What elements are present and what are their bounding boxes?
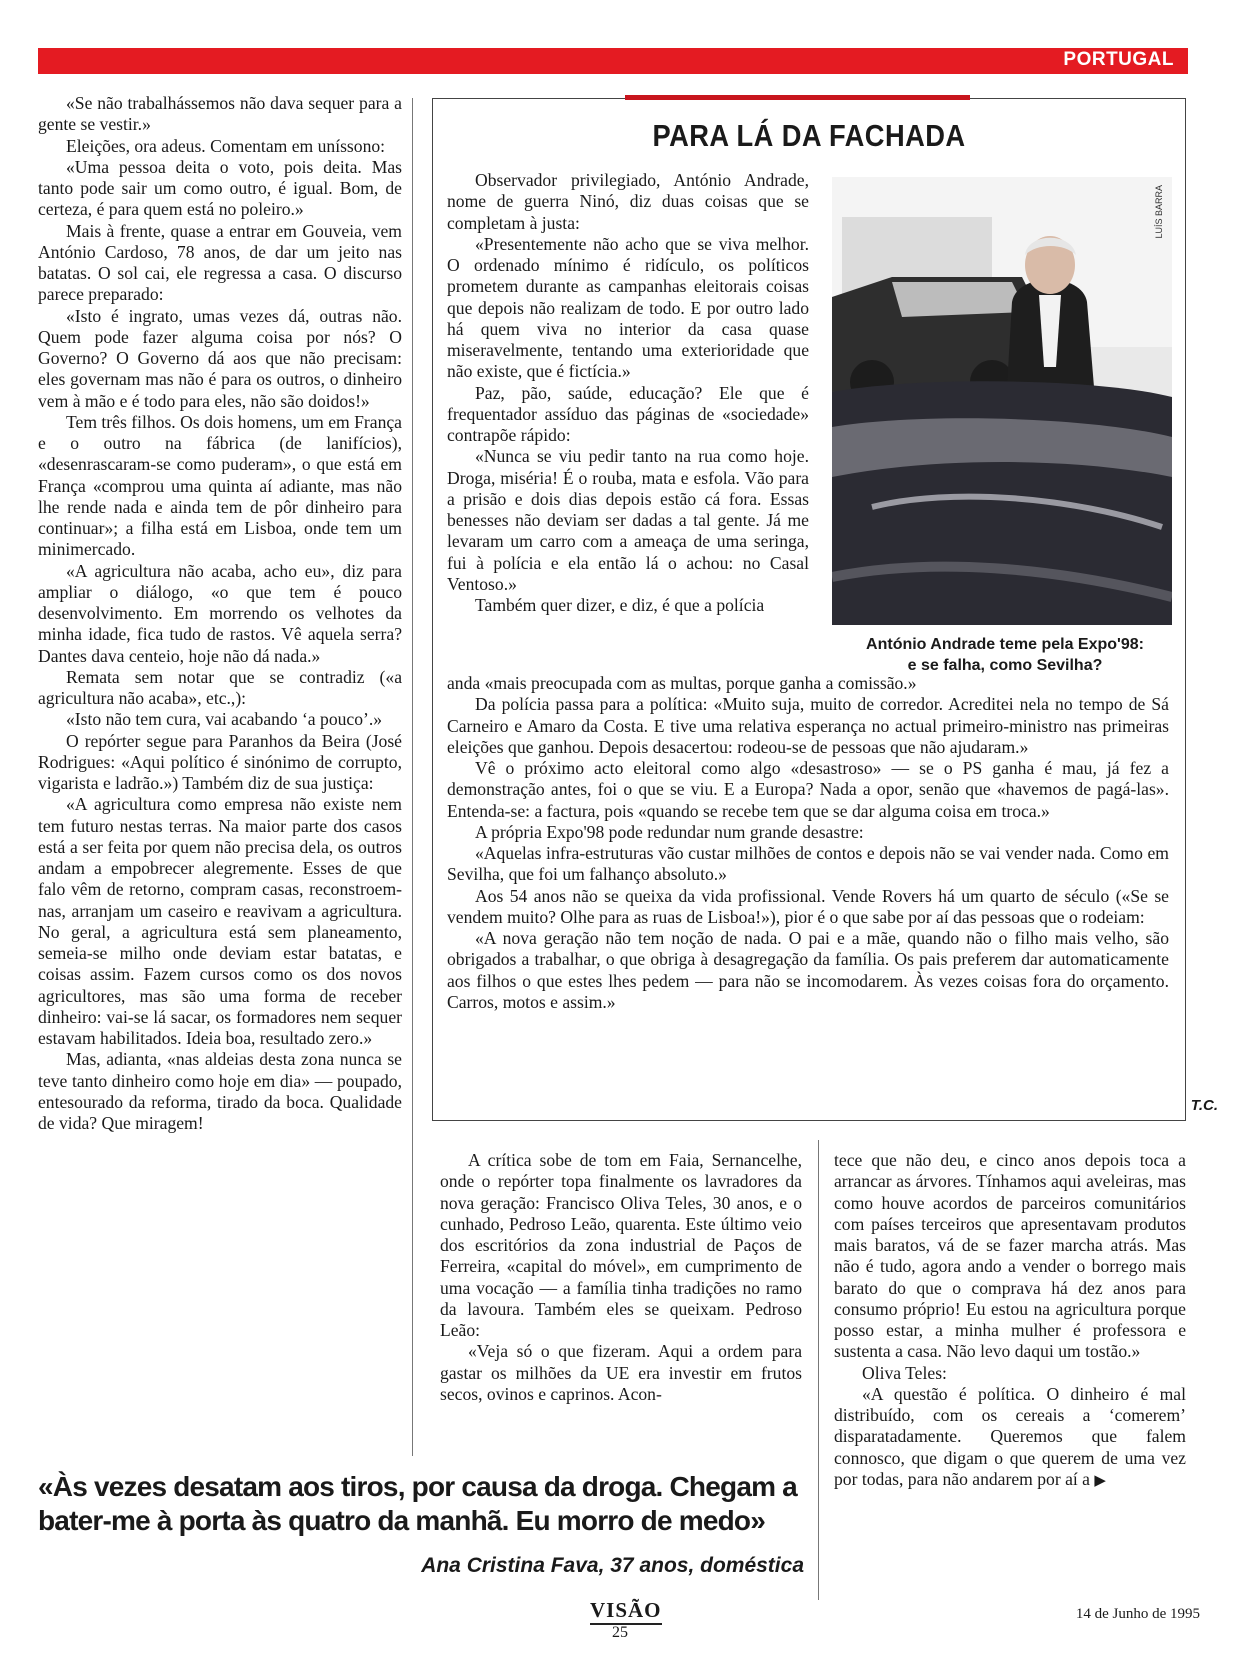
box-title: PARA LÁ DA FACHADA [652,118,966,153]
paragraph: tece que não deu, e cinco anos depois toca a arrancar as árvores. Tínhamos aqui aveleiras, mas como houve acordos de parceiros comunitários com países terceiros que apresentavam produtos mais baratos, vá de se fazer marcha atrás. Mas não é tudo, agora ando a vender o borrego mais barato do que o comprava há dez anos para consumo próprio! Eu estou na agricultura porque posso estar, a minha mulher é professora e sustenta a casa. Não levo daqui um tostão.» [834,1150,1186,1362]
paragraph: «Veja só o que fizeram. Aqui a ordem para gastar os milhões da UE era investir em frutos secos, ovinos e caprinos. Acon- [440,1341,802,1404]
paragraph: «Presentemente não acho que se viva melhor. O ordenado mínimo é ridículo, os políticos prometem durante as campanhas eleitorais coisas que depois não realizam de todo. E por outro lado há quem viva no interior da casa quase miseravelmente, tentando uma exterioridade que não existe, que é fictícia.» [447,233,809,382]
paragraph: anda «mais preocupada com as multas, porque ganha a comissão.» [447,673,917,693]
caption-line: António Andrade teme pela Expo'98: [866,636,1144,653]
box-accent-line [625,95,970,100]
paragraph: Paz, pão, saúde, educação? Ele que é frequentador assíduo das páginas de «sociedade» contrapõe rápido: [447,382,809,445]
paragraph: «Aquelas infra-estruturas vão custar milhões de contos e depois não se vai vender nada. Como em Sevilha, que foi um falhanço absoluto.» [447,843,1169,885]
column-divider [412,98,413,1456]
box-narrow-text [447,170,809,616]
right-column [834,1150,1186,1490]
paragraph: Também quer dizer, e diz, é que a polícia [475,595,765,615]
paragraph: «A agricultura como empresa não existe nem tem futuro nestas terras. Na maior parte dos casos está a ser feita por quem não precisa dela, os outros andam a empobrecer alegremente. Esses de que falo vêm de retorno, compram casas, reconstroem-nas, arranjam um caseiro e reavivam a agricultura. No geral, a agricultura está sem planeamento, semeia-se milho onde deviam estar batatas, e coisas assim. Fazem cursos como os dos novos agricultores, mas são uma forma de receber dinheiro: vai-se lá sacar, os formadores nem sequer estavam habilitados. Ideia boa, resultado zero.» [38,794,402,1048]
middle-column [440,1150,802,1405]
paragraph: Remata sem notar que se contradiz («a agricultura não acaba», etc.,): [38,666,402,708]
paragraph: A crítica sobe de tom em Faia, Sernancelhe, onde o repórter topa finalmente os lavradores da nova geração: Francisco Oliva Teles, 30 anos, e o cunhado, Pedroso Leão, quarenta. Este último veio dos escritórios da zona industrial de Paços de Ferreira, «capital do móvel», em cumprimento de uma vocação — a família tinha tradições no ramo da lavoura. Também eles se queixam. Pedroso Leão: [440,1150,802,1340]
paragraph: Da polícia passa para a política: «Muito suja, muito de corredor. Acreditei nela no tempo de Sá Carneiro e Amaro da Costa. E tive uma relativa esperança no actual primeiro-ministro nas primeiras eleições que ganhou. Depois desacertou: rodeou-se de pessoas que não ajudaram.» [447,694,1169,757]
paragraph: Eleições, ora adeus. Comentam em uníssono: [66,135,386,156]
paragraph: Aos 54 anos não se queixa da vida profissional. Vende Rovers há um quarto de século («Se se vendem muito? Olhe para as ruas de Lisboa!»), pior é o que sabe por aí das pessoas que o rodeiam: [447,885,1169,927]
paragraph: «Isto não tem cura, vai acabando ‘a pouco’.» [66,709,383,730]
paragraph: «Isto é ingrato, umas vezes dá, outras não. Quem pode fazer alguma coisa por nós? O Governo? O Governo dá aos que não precisam: eles governam mas não é para os outros, o dinheiro vem à mão e é todo para eles, não são doidos!» [38,305,402,411]
section-label: PORTUGAL [1063,49,1174,70]
paragraph: Observador privilegiado, António Andrade, nome de guerra Ninó, diz duas coisas que se completam à justa: [447,170,809,233]
photo-caption [840,635,1170,677]
paragraph-text: «A questão é política. O dinheiro é mal distribuído, com os cereais a ‘comerem’ disparatadamente. Queremos que falem connosco, que digam o que querem de uma vez por todas, para não andarem por aí a [834,1383,1186,1489]
paragraph: «A nova geração não tem noção de nada. O pai e a mãe, quando não o filho mais velho, são obrigados a trabalhar, o que obriga à desagregação da família. Os pais preferem dar automaticamente aos filhos o que estes lhes pedem — para não se incomodarem. Às vezes coisas fora do orçamento. Carros, motos e assim.» [447,928,1169,1012]
paragraph: «Uma pessoa deita o voto, pois deita. Mas tanto pode sair um como outro, é igual. Bom, de certeza, é para quem está no poleiro.» [38,156,402,220]
paragraph: O repórter segue para Paranhos da Beira (José Rodrigues: «Aqui político é sinónimo de corrupto, vigarista e ladrão.») Também diz de sua justiça: [38,730,402,793]
box-wide-text [447,673,1169,1013]
pull-quote: «Às vezes desatam aos tiros, por causa da droga. Chegam a bater-me à porta às quatro da manhã. Eu morro de medo» [38,1471,797,1537]
paragraph: Mais à frente, quase a entrar em Gouveia, vem António Cardoso, 78 anos, de dar um jeito nas batatas. O sol cai, ele regressa a casa. O discurso parece preparado: [38,220,402,305]
magazine-logo: VISÃO [590,1598,662,1625]
box-signature: T.C. [1190,1097,1218,1114]
left-column [38,93,402,1134]
paragraph: «Nunca se viu pedir tanto na rua como hoje. Droga, miséria! É o rouba, mata e esfola. Vão para a prisão e dois dias depois estão cá fora. Essas benesses não deviam ser dadas a tal gente. Já me levaram um carro com a ameaça de uma seringa, fui à polícia e ela então lá o achou: no Casal Ventoso.» [447,446,809,594]
paragraph: Mas, adianta, «nas aldeias desta zona nunca se teve tanto dinheiro como hoje em dia» — poupado, entesourado da reforma, tirado da boca. Qualidade de vida? Que miragem! [38,1049,402,1133]
paragraph: Oliva Teles: [862,1362,947,1383]
paragraph [834,1384,1186,1490]
page-number: 25 [612,1624,628,1641]
photo-antonio-andrade [832,177,1172,625]
photo-illustration [832,177,1172,625]
pull-quote-source: Ana Cristina Fava, 37 anos, doméstica [421,1554,804,1577]
paragraph: Tem três filhos. Os dois homens, um em França e o outro na fábrica (de lanifícios), «desenrascaram-se como puderam», o que está em França «comprou uma quinta aí adiante, mas não lhe rende nada e ainda tem de pôr dinheiro para continuar»; a filha está em Lisboa, onde tem um minimercado. [38,411,402,560]
section-bar [38,48,1188,74]
caption-line: e se falha, como Sevilha? [907,656,1103,674]
paragraph: Vê o próximo acto eleitoral como algo «desastroso» — se o PS ganha é mau, já fez a demonstração antes, foi o que se viu. E a Europa? Nada a opor, senão que «havemos de pagá-las». Entenda-se: a factura, pois «quando se recebe tem que se dar alguma coisa em troca.» [447,758,1169,821]
paragraph: «A agricultura não acaba, acho eu», diz para ampliar o diálogo, «o que tem é pouco desenvolvimento. Em morrendo os velhotes da minha idade, fica tudo de rastos. Vê aquela serra? Dantes dava centeio, hoje não dá nada.» [38,560,402,666]
column-divider [818,1140,819,1600]
paragraph: «Se não trabalhássemos não dava sequer para a gente se vestir.» [38,93,402,135]
paragraph: A própria Expo'98 pode redundar num grande desastre: [475,821,864,842]
photo-credit: LUÍS BARRA [1154,185,1164,239]
issue-date: 14 de Junho de 1995 [1075,1606,1200,1622]
arrow-right-icon: ▶ [1094,1472,1106,1489]
